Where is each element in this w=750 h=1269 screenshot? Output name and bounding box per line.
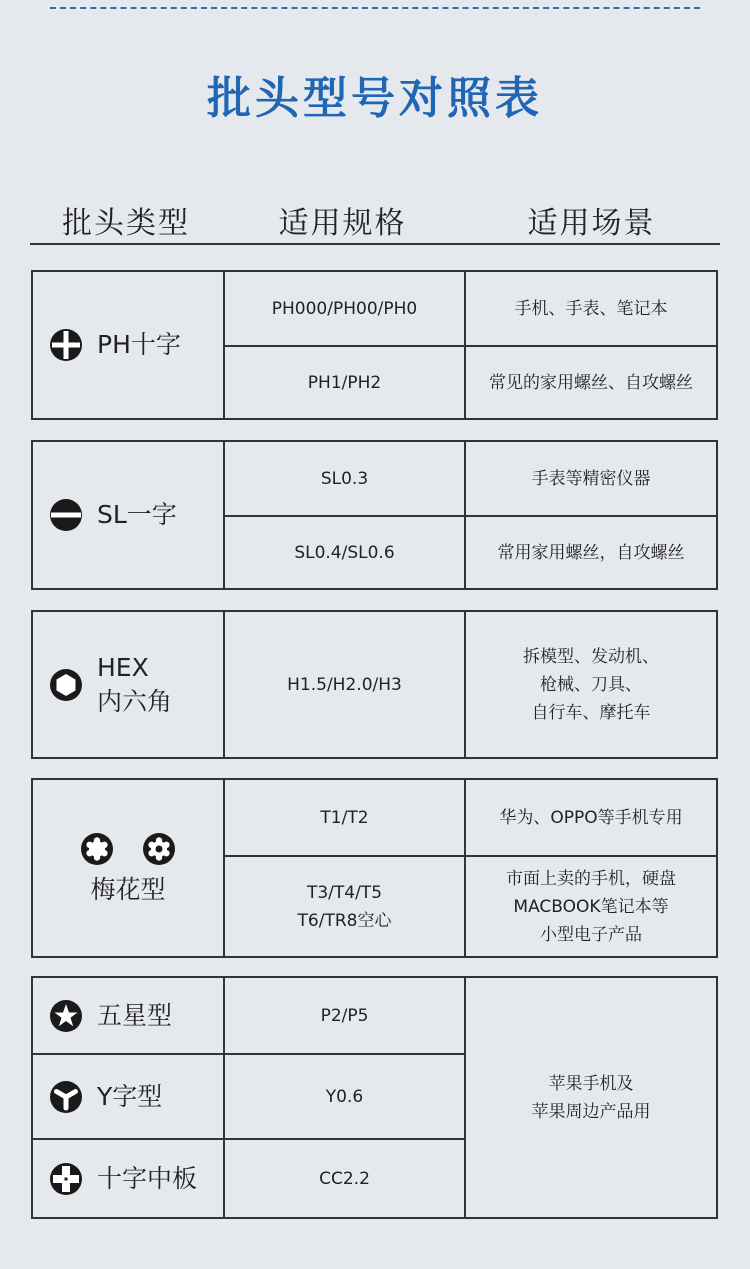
scene-cell: 常用家用螺丝，自攻螺丝 [466, 515, 716, 588]
spec-cell: Y0.6 [225, 1053, 466, 1138]
spec-cell: PH000/PH00/PH0 [225, 272, 466, 345]
type-cell-cross-plate [33, 1138, 225, 1217]
scene-cell: 手表等精密仪器 [531, 468, 651, 489]
scene-cell: 市面上卖的手机，硬盘 MACBOOK笔记本等 小型电子产品 [466, 855, 716, 956]
tri-wing-icon [49, 1080, 83, 1114]
spec-cell: SL0.3 [225, 442, 466, 515]
cross-plate-icon [49, 1162, 83, 1196]
top-dashed-divider [50, 7, 700, 9]
type-label-ph: PH十字 [97, 330, 181, 359]
spec-cell: T1/T2 [225, 780, 466, 855]
scene-cell: 拆模型、发动机、 枪械、刀具、 自行车、摩托车 [523, 646, 659, 723]
type-cell-hex [33, 612, 225, 757]
pentalobe-icon [49, 999, 83, 1033]
scene-cell: 华为、OPPO等手机专用 [499, 807, 683, 828]
spec-cell: SL0.4/SL0.6 [225, 515, 466, 588]
group-apple [31, 976, 718, 1219]
type-label-cross-plate: 十字中板 [97, 1163, 198, 1193]
header-underline [30, 243, 720, 245]
group-sl [31, 440, 718, 590]
type-label-tri-wing: Y字型 [97, 1081, 163, 1111]
type-cell-sl [33, 442, 225, 588]
type-cell-torx [33, 780, 225, 956]
scene-cell: 苹果手机及 苹果周边产品用 [531, 1073, 651, 1122]
scene-cell: 手机、手表、笔记本 [514, 298, 668, 319]
group-hex [31, 610, 718, 759]
type-label-hex: HEX 内六角 [97, 652, 173, 716]
scene-cell: 常见的家用螺丝、自攻螺丝 [466, 345, 716, 418]
header-scene: 适用场景 [527, 206, 656, 241]
spec-cell: PH1/PH2 [225, 345, 466, 418]
page-title: 批头型号对照表 [207, 73, 543, 124]
header-spec: 适用规格 [278, 206, 407, 241]
spec-cell: H1.5/H2.0/H3 [225, 612, 466, 757]
type-label-sl: SL一字 [97, 500, 177, 529]
spec-cell: T3/T4/T5 T6/TR8空心 [225, 855, 466, 956]
header-type: 批头类型 [62, 206, 190, 241]
spec-cell: CC2.2 [225, 1138, 466, 1217]
group-ph [31, 270, 718, 420]
type-label-pentalobe: 五星型 [97, 1000, 173, 1030]
spec-cell: P2/P5 [225, 978, 466, 1053]
type-cell-ph [33, 272, 225, 418]
type-cell-tri-wing [33, 1053, 225, 1138]
type-label-torx: 梅花型 [90, 875, 166, 904]
torx-security-icon [142, 832, 176, 866]
slotted-icon [49, 498, 83, 532]
hex-icon [49, 668, 83, 702]
type-cell-pentalobe [33, 978, 225, 1053]
group-torx [31, 778, 718, 958]
torx-icon-pair [80, 832, 176, 866]
phillips-icon [49, 328, 83, 362]
torx-icon [80, 832, 114, 866]
